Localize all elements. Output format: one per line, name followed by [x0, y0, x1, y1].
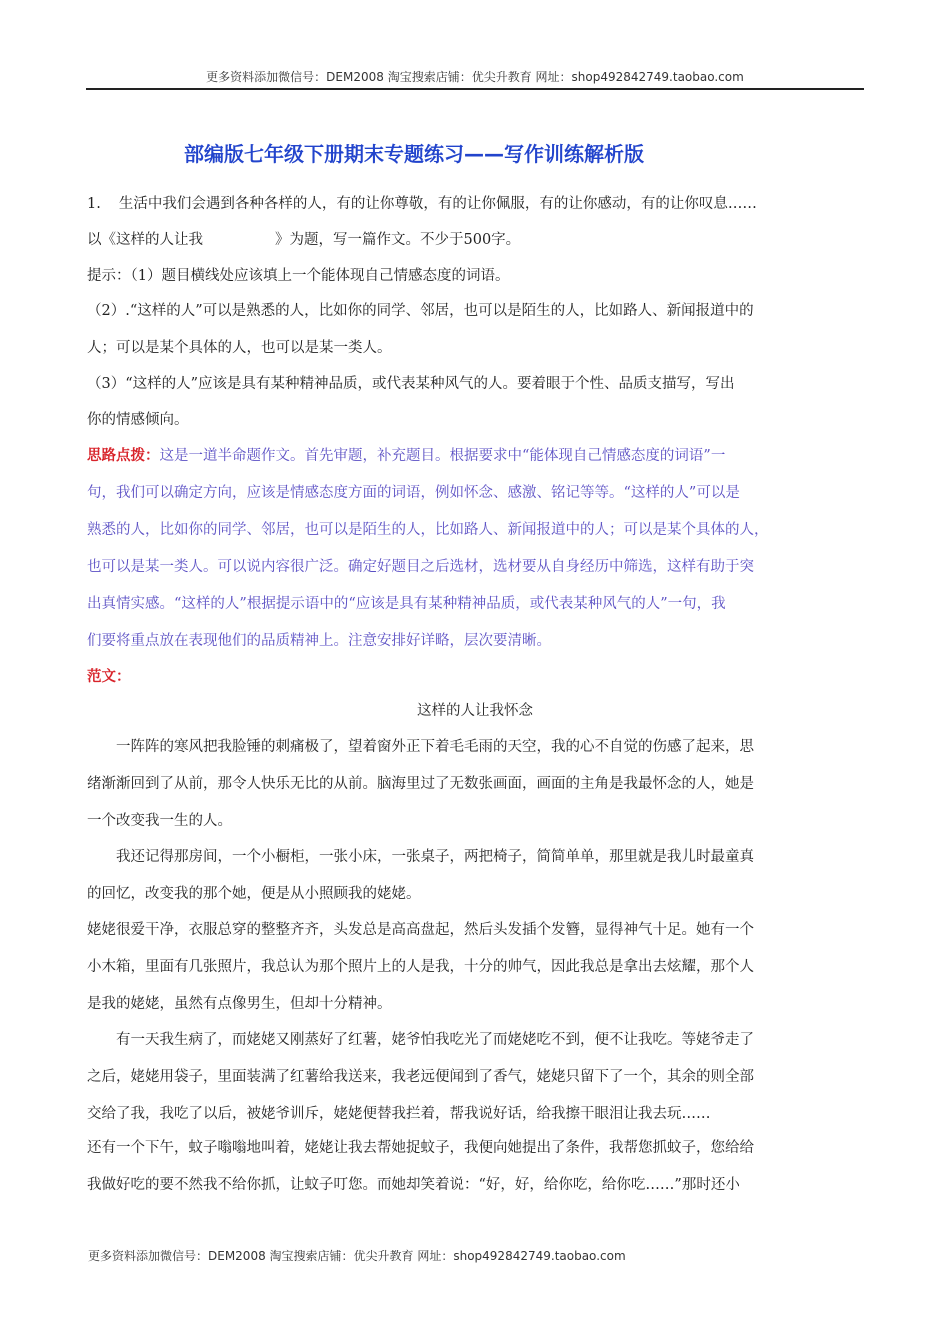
- hint-3-line-2: 你的情感倾向。: [87, 412, 189, 428]
- essay-title: 这样的人让我怀念: [417, 703, 533, 719]
- analysis-line-6: 们要将重点放在表现他们的品质精神上。注意安排好详略，层次要清晰。: [87, 633, 551, 649]
- hint-2-line-1: （2）.“这样的人”可以是熟悉的人，比如你的同学、邻居，也可以是陌生的人，比如路人、新闻报道中的: [87, 303, 754, 319]
- essay-line: 是我的姥姥，虽然有点像男生，但却十分精神。: [87, 996, 392, 1012]
- analysis-line-2: 句，我们可以确定方向，应该是情感态度方面的词语，例如怀念、感激、铭记等等。“这样的人”可以是: [87, 485, 740, 501]
- essay-line: 有一天我生病了，而姥姥又刚蒸好了红薯，姥爷怕我吃光了而姥姥吃不到，便不让我吃。等姥爷走了: [116, 1032, 754, 1048]
- analysis-line-1: [87, 446, 725, 466]
- essay-line: 交给了我，我吃了以后，被姥爷训斥，姥姥便替我拦着，帮我说好话，给我擦干眼泪让我去玩……: [87, 1106, 711, 1122]
- footer-text: 更多资料添加微信号：DEM2008 淘宝搜索店铺：优尖升教育 网址：shop492842749.taobao.com: [88, 1249, 626, 1263]
- hint-3-line-1: （3）“这样的人”应该是具有某种精神品质，或代表某种风气的人。要着眼于个性、品质支描写，写出: [87, 376, 735, 392]
- essay-line: 我还记得那房间，一个小橱柜，一张小床，一张桌子，两把椅子，简简单单，那里就是我儿时最童真: [116, 849, 754, 865]
- hint-2-line-2: 人；可以是某个具体的人，也可以是某一类人。: [87, 340, 392, 356]
- question-text-2b: 》为题，写一篇作文。不少于500字。: [275, 232, 521, 248]
- page-title: 部编版七年级下册期末专题练习——写作训练解析版: [184, 142, 644, 166]
- question-line-1: [87, 194, 757, 214]
- question-text-2a: 以《这样的人让我: [87, 232, 203, 248]
- essay-line: 我做好吃的要不然我不给你抓，让蚊子叮您。而她却笑着说：“好，好，给你吃，给你吃……”那时还小: [87, 1177, 740, 1193]
- header-text: 更多资料添加微信号：DEM2008 淘宝搜索店铺：优尖升教育 网址：shop492842749.taobao.com: [206, 70, 744, 84]
- analysis-line-5: 出真情实感。“这样的人”根据提示语中的“应该是具有某种精神品质，或代表某种风气的人”一句，我: [87, 596, 726, 612]
- question-line-2: [87, 230, 520, 250]
- analysis-text-1: 这是一道半命题作文。首先审题，补充题目。根据要求中“能体现自己情感态度的词语”一: [159, 448, 726, 464]
- analysis-line-4: 也可以是某一类人。可以说内容很广泛。确定好题目之后选材，选材要从自身经历中筛选，这样有助于突: [87, 559, 754, 575]
- essay-line: 之后，姥姥用袋子，里面装满了红薯给我送来，我老远便闻到了香气，姥姥只留下了一个，其余的则全部: [87, 1069, 754, 1085]
- question-text-1: 生活中我们会遇到各种各样的人，有的让你尊敬，有的让你佩服，有的让你感动，有的让你叹息……: [118, 196, 757, 212]
- essay-line: 一阵阵的寒风把我脸锤的刺痛极了，望着窗外正下着毛毛雨的天空，我的心不自觉的伤感了起来，思: [116, 739, 754, 755]
- header-divider: [86, 88, 864, 90]
- essay-line: 小木箱，里面有几张照片，我总认为那个照片上的人是我，十分的帅气，因此我总是拿出去炫耀，那个人: [87, 959, 754, 975]
- question-number: 1.: [87, 196, 101, 212]
- essay-line: 绪渐渐回到了从前，那令人快乐无比的从前。脑海里过了无数张画面，画面的主角是我最怀念的人，她是: [87, 776, 754, 792]
- essay-line: 姥姥很爱干净，衣服总穿的整整齐齐，头发总是高高盘起，然后头发插个发簪，显得神气十足。她有一个: [87, 922, 754, 938]
- analysis-label: 思路点拨：: [87, 448, 160, 464]
- hint-1: 提示：（1）题目横线处应该填上一个能体现自己情感态度的词语。: [87, 268, 510, 284]
- essay-line: 一个改变我一生的人。: [87, 813, 232, 829]
- sample-label: 范文：: [87, 669, 131, 685]
- essay-line: 还有一个下午，蚊子嗡嗡地叫着，姥姥让我去帮她捉蚊子，我便向她提出了条件，我帮您抓蚊子，您给给: [87, 1140, 754, 1156]
- essay-line: 的回忆，改变我的那个她，便是从小照顾我的姥姥。: [87, 886, 421, 902]
- analysis-line-3: 熟悉的人，比如你的同学、邻居，也可以是陌生的人，比如路人、新闻报道中的人；可以是某个具体的人，: [87, 522, 769, 538]
